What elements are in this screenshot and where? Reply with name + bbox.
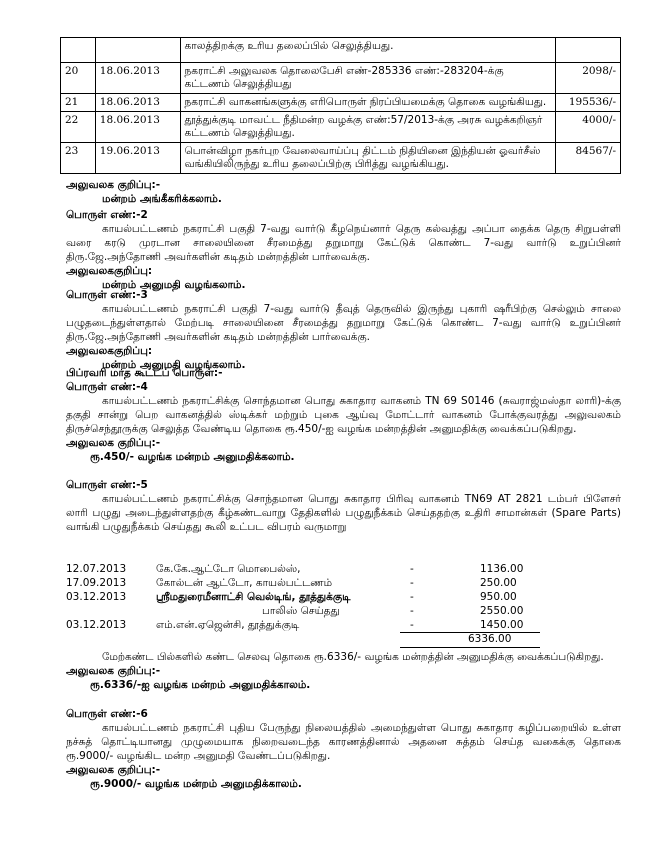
bill-dash: - [410,563,414,575]
row-amount: 195536/- [556,94,621,112]
bill-dash: - [410,577,414,589]
office-note-label: அலுவலக குறிப்பு:- [66,665,161,677]
row-amount: 2098/- [556,63,621,94]
total-rule-bottom [400,647,540,648]
table-row [61,38,621,63]
bill-vendor: கே.கே.ஆட்டோ மொபைல்ஸ், [156,563,301,575]
bill-total: 6336.00 [468,633,512,645]
bill-date: 03.12.2013 [66,591,127,603]
bill-vendor: எம்.என்.ஏஜென்சி, தூத்துக்குடி [156,619,300,631]
bill-date: 03.12.2013 [66,619,127,631]
office-note-label: அலுவலக குறிப்பு:- [66,764,161,776]
subject-body: காயல்பட்டணம் நகராட்சிக்கு சொந்தமான பொது சுகாதார பிரிவு வாகனம் TN69 AT 2821 டம்பர் பிளேசர் லாரி பழுது அடைந்துள்ளதற்கு கீழ்கண்டவாறு தேதிகளில் பழுதுநீக்கம் செய்ததற்கு உதிரி சாமான்கள் (Spare Parts) வாங்கி பழுதுநீக்கம் செய்தது கூலி உட்பட விபரம் வருமாறு [66,493,621,533]
section-6 [66,707,621,791]
subject-body: காயல்பட்டணம் நகராட்சிக்கு சொந்தமான பொது சுகாதார வாகனம் TN 69 S0146 (சுவராஜ்மஸ்தா லாரி)-க்கு தகுதி சான்று பெற வாகனத்தில் ஸ்டிக்கர் மற்றும் புகை ஆய்வு மோட்டார் வாகனம் போக்குவரத்து அலுவலகம் திருச்செந்தூருக்கு செலுத்த வேண்டிய தொகை ரூ.450/-ஐ வழங்க மன்றத்தின் அனுமதிக்கு வைக்கப்படுகிறது. [66,395,621,435]
expense-table [60,37,621,174]
bill-vendor: கோல்டன் ஆட்டோ, காயல்பட்டணம் [156,577,333,589]
row-number: 23 [61,143,96,174]
section-5 [66,478,621,534]
bill-amount: 250.00 [480,577,517,589]
subject-heading: பொருள் எண்:-5 [66,479,148,491]
section-4 [66,366,621,464]
subject-body: காயல்பட்டணம் நகராட்சி புதிய பேருந்து நிலையத்தில் அமைந்துள்ள பொது சுகாதார கழிப்பறையில் உள்ள நச்சுத் தொட்டியானது முழுமையாக நிறைவடைந்த காரணத்தினால் அதனை சுத்தம் செய்த வகைக்கு தொகை ரூ.9000/- வழங்கிட மன்ற அனுமதி வேண்டப்படுகிறது. [66,722,621,762]
section-3 [66,288,621,372]
row-number: 20 [61,63,96,94]
row-date: 18.06.2013 [95,112,180,143]
bill-date: 17.09.2013 [66,577,127,589]
row-description: தூத்துக்குடி மாவட்ட நீதிமன்ற வழக்கு எண்:57/2013-க்கு அரசு வழக்கறிஞர் கட்டணம் செலுத்தியது. [180,112,556,143]
bill-date: 12.07.2013 [66,563,127,575]
subject-heading: பொருள் எண்:-2 [66,209,148,221]
bill-dash: - [410,619,414,631]
row-description: காலத்திறக்கு உரிய தலைப்பில் செலுத்தியது. [180,38,556,63]
table-row [61,143,621,174]
office-note-label: அலுவலககுறிப்பு: [66,265,153,277]
bill-amount: 2550.00 [480,605,524,617]
council-decision: மன்றம் அனுமதி வழங்கலாம். [102,359,246,371]
row-description: நகராட்சி அலுவலக தொலைபேசி எண்-285336 எண்:-283204-க்கு கட்டணம் செலுத்தியது [180,63,556,94]
row-amount [556,38,621,63]
council-decision: ரூ.6336/-ஐ வழங்க மன்றம் அனுமதிக்காலம். [90,679,311,691]
council-decision: ரூ.450/- வழங்க மன்றம் அனுமதிக்கலாம். [90,451,295,463]
row-number: 22 [61,112,96,143]
table-row [61,112,621,143]
office-note-label: அலுவலககுறிப்பு: [66,345,153,357]
bill-amount: 1136.00 [480,563,524,575]
february-meeting-heading: பிப்ரவரி மாத கூட்டப் பொருள்:- [66,367,223,379]
council-decision: மன்றம் அங்கீகரிக்கலாம். [102,193,222,205]
council-decision: ரூ.9000/- வழங்க மன்றம் அனுமதிக்காலம். [90,778,302,790]
row-date: 18.06.2013 [95,94,180,112]
section-5-approval [66,650,621,692]
office-note-label: அலுவலக குறிப்பு:- [66,179,161,191]
row-date [95,38,180,63]
bill-vendor: பாலிஸ் செய்தது [262,605,340,617]
council-decision: மன்றம் அனுமதி வழங்கலாம். [102,279,246,291]
bill-dash: - [410,605,414,617]
section-0 [66,178,621,206]
row-number [61,38,96,63]
subject-body: காயல்பட்டணம் நகராட்சி பகுதி 7-வது வார்டு தீவுத் தெருவில் இருந்து புகாரி ஷரீபிற்கு செல்லும் சாலை பழுதடைந்துள்ளதால் மேற்படி சாலையினை சீரமைத்து தறுமாறு கேட்டுக் கொண்ட 7-வது வார்டு உறுப்பினர் திரு.ஜே.அந்தோணி அவர்களின் கடிதம் மன்றத்தின் பார்வைக்கு. [66,303,621,343]
row-date: 19.06.2013 [95,143,180,174]
bill-amount: 1450.00 [480,619,524,631]
table-row [61,63,621,94]
row-date: 18.06.2013 [95,63,180,94]
row-description: நகராட்சி வாகனங்களுக்கு எரிபொருள் நிரப்பியமைக்கு தொகை வழங்கியது. [180,94,556,112]
subject-heading: பொருள் எண்:-3 [66,289,148,301]
bill-dash: - [410,591,414,603]
bill-vendor: ஸ்ரீமதுரைமீனாட்சி வெல்டிங், தூத்துக்குடி [156,591,351,603]
subject-heading: பொருள் எண்:-4 [66,381,148,393]
row-number: 21 [61,94,96,112]
subject-body: மேற்கண்ட பில்களில் கண்ட செலவு தொகை ரூ.6336/- வழங்க மன்றத்தின் அனுமதிக்கு வைக்கப்படுகிறது. [102,651,604,663]
row-amount: 84567/- [556,143,621,174]
subject-body: காயல்பட்டணம் நகராட்சி பகுதி 7-வது வார்டு கீழநெய்னார் தெரு கல்வத்து அப்பா தைக்க தெரு சிறுபள்ளி வரை கரடு முரடான சாலையினை சீரமைத்து தறுமாறு கேட்டுக் கொண்ட 7-வது வார்டு உறுப்பினர் திரு.ஜே.அந்தோணி அவர்களின் கடிதம் மன்றத்தின் பார்வைக்கு. [66,223,621,263]
table-row [61,94,621,112]
section-2 [66,208,621,292]
row-amount: 4000/- [556,112,621,143]
subject-heading: பொருள் எண்:-6 [66,708,148,720]
row-description: பொன்விழா நகர்புற வேலைவாய்ப்பு திட்டம் நிதியினை இந்தியன் ஓவர்சீஸ் வங்கியிலிருந்து உரிய தலைப்பிற்கு பிரித்து வழங்கியது. [180,143,556,174]
office-note-label: அலுவலக குறிப்பு:- [66,437,161,449]
bill-amount: 950.00 [480,591,517,603]
